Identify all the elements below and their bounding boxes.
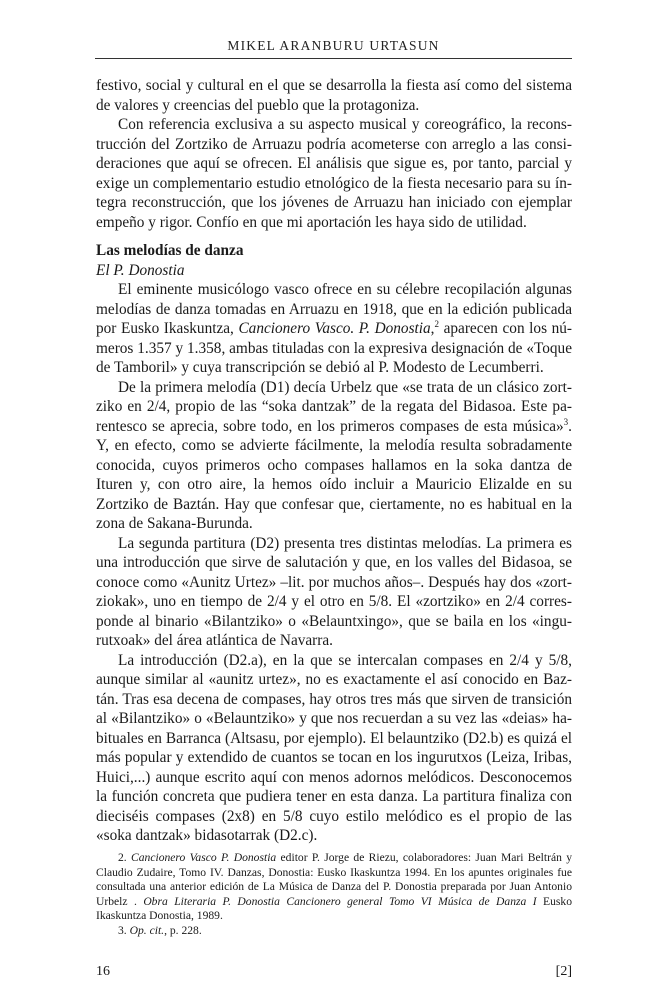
running-head: MIKEL ARANBURU URTASUN (227, 38, 440, 53)
paragraph-d1-text-a: De la primera melodía (D1) decía Urbelz que «se trata de un clásico zortziko en 2/4, propio de las “soka dantzak” de la regata del Bidasoa. Este parentesco se aprecia, sobre todo, en los primeros compases de esta música» (96, 378, 572, 435)
subsection-heading: El P. Donostia (96, 261, 185, 279)
paragraph-d2: La segunda partitura (D2) presenta tres distintas melodías. La primera es una introducción que sirve de salutación y que, en los valles del Bidasoa, se conoce como «Aunitz Urtez» –lit. por muchos años–. Después hay dos «zortziokak», uno en tiempo de 2/4 y el otro en 5/8. El «zortziko» en 2/4 corresponde al binario «Bilantziko» o «Belauntxingo», que se baila en los «ingurutxoak» del área atlántica de Navarra. (96, 534, 572, 649)
main-text (96, 76, 572, 846)
footnote-3 (96, 924, 572, 939)
footnote-3-text: , p. 228. (164, 923, 202, 937)
footnotes (96, 851, 572, 939)
paragraph-d1-text-b: . Y, en efecto, como se advierte fácilmente, la melodía resulta sobradamente conocida, cuyos primeros ocho compases hallamos en la soka dantza de Ituren y, con otro aire, la hemos oído incluir a Mauricio Elizalde en su Zortziko de Baztán. Hay que confesar que, ciertamente, no es habitual en la zona de Sakana-Burunda. (96, 417, 572, 532)
bracket-page-number: [2] (555, 964, 572, 979)
cancionero-title: Cancionero Vasco. P. Donostia (238, 320, 431, 337)
footnote-2-text: editor P. Jorge de Riezu, colaboradores: Juan Mari Beltrán y Claudio Zudaire, Tomo IV. Danzas, Donostia: Eusko Ikaskuntza 1994. En los apuntes originales fue consultada una anterior edición de La Música de Danza del P. Donostia preparada por Juan Antonio Urbelz . (96, 851, 572, 908)
footnote-3-number: 3. (118, 923, 127, 937)
footnote-3-title: Op. cit. (129, 923, 165, 937)
footnote-2-number: 2. (118, 851, 127, 864)
footnote-2 (96, 851, 572, 924)
paragraph-continuation: festivo, social y cultural en el que se desarrolla la fiesta así como del sistema de valores y creencias del pueblo que la protagoniza. (96, 77, 572, 114)
paragraph-d1 (96, 378, 572, 534)
footnote-ref-2[interactable]: 2 (434, 318, 439, 329)
footnote-2-text-2: Eusko Ikaskuntza Donostia, 1989. (96, 894, 573, 923)
page-number: 16 (96, 964, 110, 979)
footnote-2-title: Cancionero Vasco P. Donostia (131, 851, 277, 864)
paragraph-donostia: El eminente musicólogo vasco ofrece en su célebre recopilación algunas melodías de danza tomadas en Arruazu en 1918, que en la edición publicada por Eusko Ikaskuntza, Cancionero Vasco. P. Donostia,$^2$ aparecen con los números 1.357 y 1.358, ambas tituladas con la expresiva designación de «Toque de Tamboril» y cuya transcripción se debió al P. Modesto de Lecumberri. (96, 281, 573, 376)
footnote-2-title-2: Obra Literaria P. Donostia Cancionero general Tomo VI Música de Danza I (143, 894, 537, 908)
paragraph-reconstruction: Con referencia exclusiva a su aspecto musical y coreográfico, la reconstrucción del Zortziko de Arruazu podría acometerse con arreglo a las consideraciones que aquí se ofrecen. El análisis que sigue es, por tanto, parcial y exige un complementario estudio etnológico de la fiesta necesario para su íntegra reconstrucción, que los jóvenes de Arruazu han iniciado con ejemplar empeño y rigor. Confío en que mi aportación les haya sido de utilidad. (96, 116, 572, 231)
paragraph-donostia-text-a: El eminente musicólogo vasco ofrece en su célebre recopilación algunas melodías de danza tomadas en Arruazu en 1918, que en la edición publicada por Eusko Ikaskuntza, (96, 281, 572, 337)
paragraph-donostia-text-b: aparecen con los números 1.357 y 1.358, ambas tituladas con la expresiva designación de «Toque de Tamboril» y cuya transcripción se debió al P. Modesto de Lecumberri. (96, 320, 573, 376)
footnote-ref-3[interactable]: 3 (563, 416, 569, 427)
header-rule (95, 58, 572, 59)
section-heading: Las melodías de danza (96, 242, 244, 259)
paragraph-d2a: La introducción (D2.a), en la que se intercalan compases en 2/4 y 5/8, aunque similar al «aunitz urtez», no es exactamente el así conocido en Baztán. Tras esa decena de compases, hay otros tres más que sirven de transición al «Bilantziko» o «Belauntziko» y que nos recuerdan a su vez las «deias» habituales en Barranca (Altsasu, por ejemplo). El belauntziko (D2.b) es quizá el más popular y extendido de cuantos se tocan en los ingurutxos (Leiza, Iribas, Huici,...) aunque escrito aquí con menos adornos melódicos. Desconocemos la función concreta que pudiera tener en esta danza. La partitura finaliza con dieciséis compases (2x8) en 5/8 cuyo estilo melódico es el propio de las «soka dantzak» bidasotarrak (D2.c). (96, 651, 572, 844)
